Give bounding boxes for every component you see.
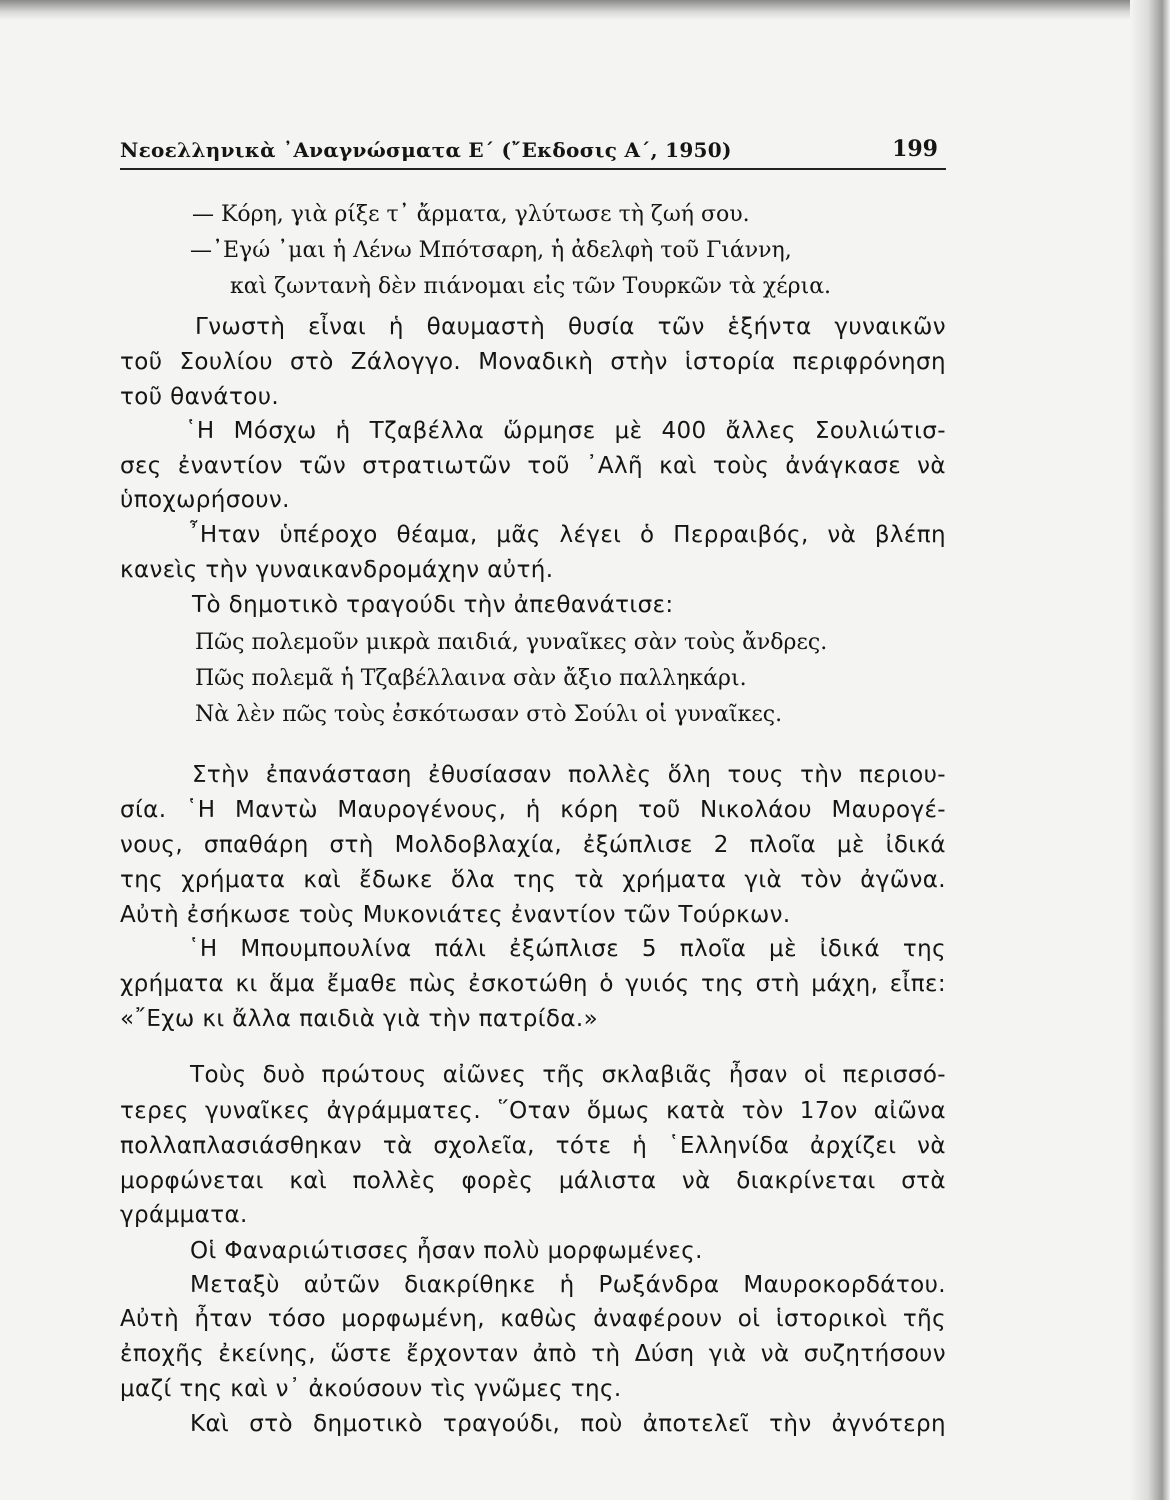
verse-line: —᾿Εγώ ᾿μαι ἡ Λένω Μπότσαρη, ἡ ἀδελφὴ τοῦ Γιάννη, (190, 238, 792, 263)
paragraph-line: τερες γυναῖκες ἀγράμματες. ῞Οταν ὅμως κατὰ τὸν 17ον αἰῶνα (120, 1098, 946, 1124)
paragraph-line: ἐποχῆς ἐκείνης, ὥστε ἔρχονταν ἀπὸ τὴ Δύση γιὰ νὰ συζητήσουν (120, 1341, 946, 1367)
paragraph-line: Στὴν ἐπανάσταση ἐθυσίασαν πολλὲς ὅλη τους τὴν περιου- (192, 762, 946, 788)
page-number: 199 (892, 136, 938, 162)
verse-line: καὶ ζωντανὴ δὲν πιάνομαι εἰς τῶν Τουρκῶν τὰ χέρια. (230, 274, 832, 299)
paragraph-line: Οἱ Φαναριώτισσες ἦσαν πολὺ μορφωμένες. (190, 1238, 703, 1264)
paragraph-line: ῏Ηταν ὑπέροχο θέαμα, μᾶς λέγει ὁ Περραιβός, νὰ βλέπη (188, 522, 946, 548)
scan-shadow-top (0, 0, 1170, 20)
paragraph-line: πολλαπλασιάσθηκαν τὰ σχολεῖα, τότε ἡ ῾Ελληνίδα ἀρχίζει νὰ (120, 1133, 946, 1159)
paragraph-line: Καὶ στὸ δημοτικὸ τραγούδι, ποὺ ἀποτελεῖ τὴν ἀγνότερη (190, 1411, 946, 1437)
paragraph-line: γράμματα. (120, 1202, 248, 1228)
paragraph-line: σία. ῾Η Μαντὼ Μαυρογένους, ἡ κόρη τοῦ Νικολάου Μαυρογέ- (120, 797, 946, 823)
paragraph-line: σες ἐναντίον τῶν στρατιωτῶν τοῦ ᾿Αλῆ καὶ τοὺς ἀνάγκασε νὰ (120, 453, 946, 479)
running-title: Νεοελληνικὰ ᾿Αναγνώσματα Ε΄ (῎Εκδοσις Α΄, 1950) (120, 138, 732, 162)
paragraph-line: ῾Η Μπουμπουλίνα πάλι ἐξώπλισε 5 πλοῖα μὲ ἰδικά της (188, 936, 946, 962)
verse-line: Πῶς πολεμοῦν μικρὰ παιδιά, γυναῖκες σὰν τοὺς ἄνδρες. (195, 630, 828, 655)
scan-shadow-right (1130, 0, 1170, 1500)
paragraph-line: της χρήματα καὶ ἔδωκε ὅλα της τὰ χρήματα γιὰ τὸν ἀγῶνα. (120, 867, 946, 893)
paragraph-line: τοῦ θανάτου. (120, 384, 280, 410)
paragraph-line: «῎Εχω κι ἄλλα παιδιὰ γιὰ τὴν πατρίδα.» (120, 1006, 599, 1032)
paragraph-line: μορφώνεται καὶ πολλὲς φορὲς μάλιστα νὰ διακρίνεται στὰ (120, 1168, 946, 1194)
paragraph-line: χρήματα κι ἅμα ἔμαθε πὼς ἐσκοτώθη ὁ γυιός της στὴ μάχη, εἶπε: (120, 971, 946, 997)
paragraph-line: Αὐτὴ ἐσήκωσε τοὺς Μυκονιάτες ἐναντίον τῶν Τούρκων. (120, 902, 791, 928)
paragraph-line: ῾Η Μόσχω ἡ Τζαβέλλα ὥρμησε μὲ 400 ἄλλες Σουλιώτισ- (185, 418, 946, 444)
running-header (120, 136, 946, 170)
verse-line: — Κόρη, γιὰ ρίξε τ᾿ ἄρματα, γλύτωσε τὴ ζωή σου. (192, 202, 750, 227)
paragraph-line: κανεὶς τὴν γυναικανδρομάχην αὐτή. (120, 557, 554, 583)
verse-line: Πῶς πολεμᾶ ἡ Τζαβέλλαινα σὰν ἄξιο παλληκάρι. (195, 666, 747, 691)
paragraph-line: μαζί της καὶ ν᾿ ἀκούσουν τὶς γνῶμες της. (120, 1376, 622, 1402)
paragraph-line: ὑποχωρήσουν. (120, 487, 290, 513)
paragraph-line: νους, σπαθάρη στὴ Μολδοβλαχία, ἐξώπλισε 2 πλοῖα μὲ ἰδικά (120, 832, 946, 858)
verse-line: Νὰ λὲν πῶς τοὺς ἐσκότωσαν στὸ Σούλι οἱ γυναῖκες. (195, 702, 783, 727)
paragraph-line: Τοὺς δυὸ πρώτους αἰῶνες τῆς σκλαβιᾶς ἦσαν οἱ περισσό- (190, 1062, 946, 1088)
paragraph-line: Τὸ δημοτικὸ τραγούδι τὴν ἀπεθανάτισε: (192, 592, 674, 618)
paragraph-line: Αὐτὴ ἦταν τόσο μορφωμένη, καθὼς ἀναφέρουν οἱ ἱστορικοὶ τῆς (120, 1306, 946, 1332)
paragraph-line: Γνωστὴ εἶναι ἡ θαυμαστὴ θυσία τῶν ἑξήντα γυναικῶν (195, 314, 946, 340)
paragraph-line: Μεταξὺ αὐτῶν διακρίθηκε ἡ Ρωξάνδρα Μαυροκορδάτου. (190, 1272, 946, 1298)
paragraph-line: τοῦ Σουλίου στὸ Ζάλογγο. Μοναδικὴ στὴν ἱστορία περιφρόνηση (120, 349, 946, 375)
